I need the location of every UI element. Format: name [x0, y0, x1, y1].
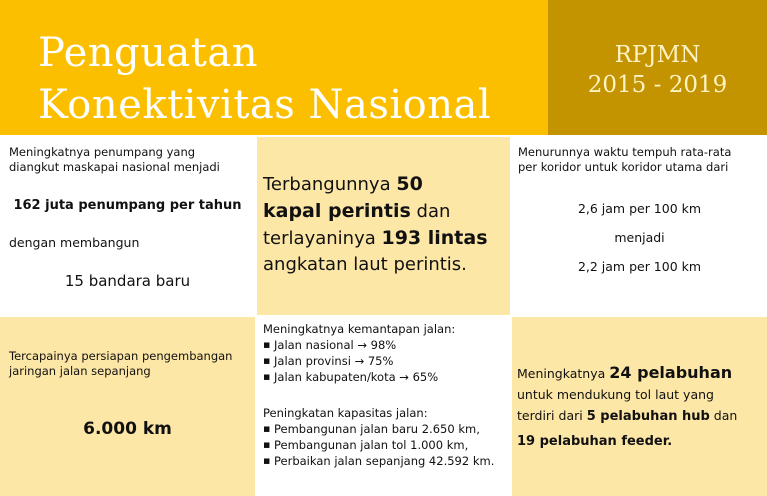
title-line-1: Penguatan — [38, 30, 258, 76]
airport-target: 15 bandara baru — [64, 272, 191, 290]
page-title — [38, 27, 491, 131]
air-description — [9, 145, 249, 175]
network-line-2: jaringan jalan sepanjang — [9, 364, 151, 378]
ports-count: 24 pelabuhan — [609, 363, 733, 382]
road-stability — [263, 322, 508, 385]
capacity-list — [263, 421, 508, 469]
roads-card — [257, 317, 510, 496]
air-via: dengan membangun — [9, 235, 140, 250]
ports-line-3-pre: terdiri dari — [517, 408, 583, 423]
travel-line-2: per koridor untuk koridor utama dari — [518, 160, 729, 174]
travel-description — [518, 145, 763, 175]
stability-item: ▪ Jalan kabupaten/kota → 65% — [263, 369, 508, 385]
header-banner — [0, 0, 548, 135]
travel-time-card — [512, 137, 767, 315]
ports-pre: Meningkatnya — [517, 366, 606, 381]
travel-from: 2,6 jam per 100 km — [577, 201, 702, 216]
routes-tail: angkatan laut perintis. — [263, 254, 467, 275]
capacity-item: ▪ Pembangunan jalan baru 2.650 km, — [263, 421, 508, 437]
network-length: 6.000 km — [83, 419, 172, 439]
air-line-1: Meningkatnya penumpang yang — [9, 145, 196, 159]
capacity-item: ▪ Perbaikan jalan sepanjang 42.592 km. — [263, 453, 508, 469]
stability-title: Meningkatnya kemantapan jalan: — [263, 322, 456, 336]
air-line-2: diangkut maskapai nasional menjadi — [9, 160, 220, 174]
period-years: 2015 - 2019 — [587, 72, 728, 98]
routes-count: 193 lintas — [381, 227, 488, 249]
ships-count: 50 — [396, 173, 423, 195]
stability-item: ▪ Jalan provinsi → 75% — [263, 353, 508, 369]
capacity-item: ▪ Pembangunan jalan tol 1.000 km, — [263, 437, 508, 453]
stability-list — [263, 337, 508, 385]
capacity-title: Peningkatan kapasitas jalan: — [263, 406, 428, 420]
road-capacity — [263, 406, 508, 469]
road-network-card — [0, 317, 255, 496]
period-panel — [548, 0, 767, 135]
stability-item: ▪ Jalan nasional → 98% — [263, 337, 508, 353]
pioneer-ships-card — [257, 137, 510, 315]
rpjmn-label: RPJMN — [614, 42, 701, 68]
ports-hub: 5 pelabuhan hub — [586, 409, 710, 424]
air-passengers-card — [0, 137, 255, 315]
ports-feeder: 19 pelabuhan feeder. — [517, 434, 673, 449]
ports-and: dan — [713, 408, 738, 423]
ships-label: kapal perintis — [263, 200, 411, 222]
network-description — [9, 349, 249, 379]
ports-line-2: untuk mendukung tol laut yang — [517, 387, 714, 402]
routes-pre: terlayaninya — [263, 228, 376, 249]
travel-line-1: Menurunnya waktu tempuh rata-rata — [518, 145, 732, 159]
ships-statement — [263, 171, 509, 278]
travel-to: 2,2 jam per 100 km — [577, 259, 702, 274]
ships-and: dan — [416, 201, 451, 222]
travel-mid: menjadi — [614, 230, 665, 245]
title-line-2: Konektivitas Nasional — [38, 82, 492, 128]
ships-pre: Terbangunnya — [263, 174, 391, 195]
ports-statement — [517, 361, 765, 454]
network-line-1: Tercapainya persiapan pengembangan — [9, 349, 233, 363]
period-label — [548, 40, 767, 100]
ports-card — [512, 317, 767, 496]
passenger-target: 162 juta penumpang per tahun — [13, 198, 242, 213]
